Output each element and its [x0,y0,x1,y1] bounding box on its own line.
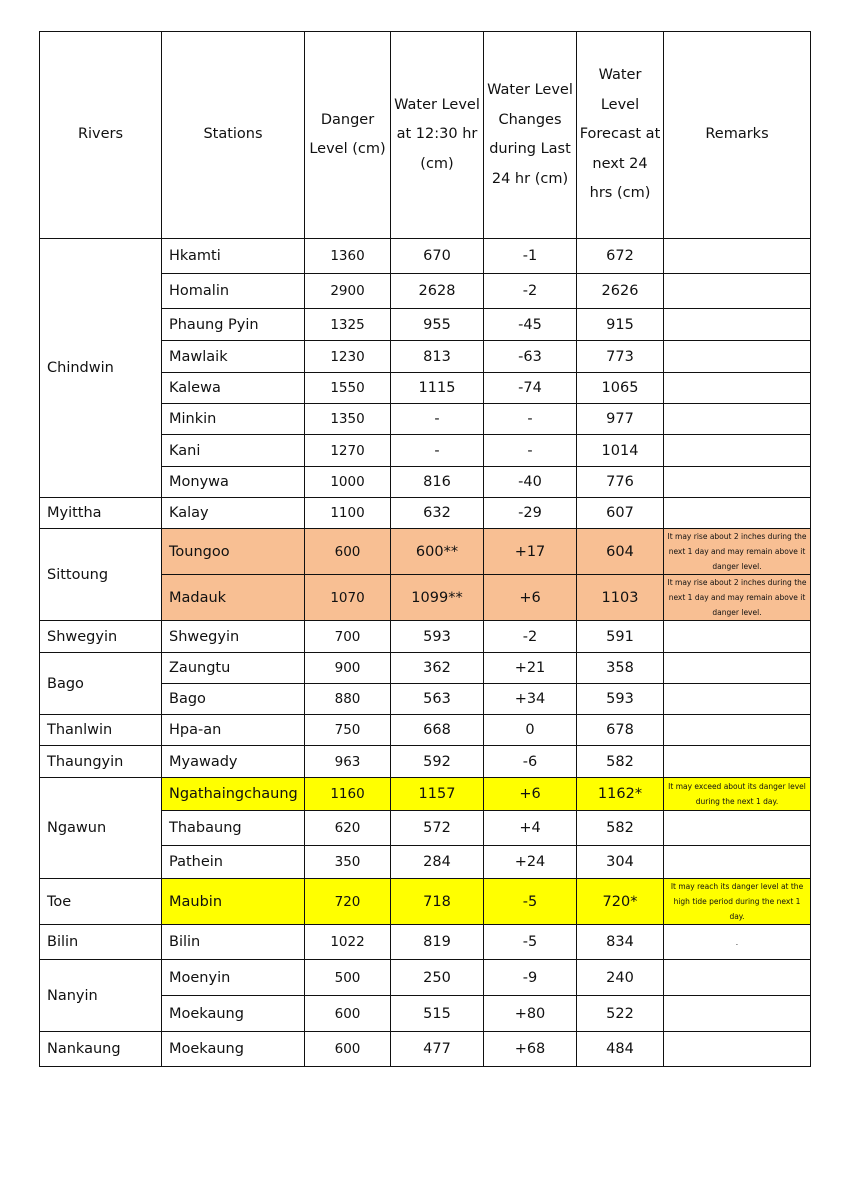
station-name-cell: Hpa-an [162,715,305,746]
station-name-cell: Maubin [162,879,305,925]
forecast-cell: 834 [577,925,664,960]
river-name-cell: Nanyin [40,960,162,1032]
station-name-cell: Phaung Pyin [162,309,305,341]
river-name-cell: Shwegyin [40,621,162,653]
station-name-cell: Moenyin [162,960,305,996]
water-level-change-cell: - [484,435,577,467]
danger-level-cell: 900 [305,653,391,684]
river-name-cell: Bilin [40,925,162,960]
danger-level-cell: 600 [305,1032,391,1067]
remarks-cell [664,373,811,404]
danger-level-cell: 720 [305,879,391,925]
remarks-cell: . [664,925,811,960]
forecast-cell: 593 [577,684,664,715]
station-name-cell: Bilin [162,925,305,960]
station-name-cell: Shwegyin [162,621,305,653]
station-name-cell: Minkin [162,404,305,435]
danger-level-cell: 600 [305,996,391,1032]
station-name-cell: Ngathaingchaung [162,778,305,811]
danger-level-cell: 350 [305,846,391,879]
water-level-cell: 1115 [391,373,484,404]
danger-level-cell: 2900 [305,274,391,309]
station-name-cell: Toungoo [162,529,305,575]
forecast-cell: 720* [577,879,664,925]
water-level-cell: 813 [391,341,484,373]
remarks-cell [664,467,811,498]
table-row [40,746,811,778]
danger-level-cell: 1022 [305,925,391,960]
forecast-cell: 582 [577,746,664,778]
table-row [40,715,811,746]
water-level-cell: 1157 [391,778,484,811]
forecast-cell: 591 [577,621,664,653]
river-name-cell: Toe [40,879,162,925]
river-name-cell: Chindwin [40,239,162,498]
station-name-cell: Madauk [162,575,305,621]
water-level-cell: - [391,404,484,435]
station-name-cell: Pathein [162,846,305,879]
water-level-cell: 819 [391,925,484,960]
station-name-cell: Moekaung [162,996,305,1032]
forecast-cell: 582 [577,811,664,846]
remarks-cell [664,846,811,879]
table-row [40,498,811,529]
forecast-cell: 1065 [577,373,664,404]
water-level-cell: 816 [391,467,484,498]
water-level-cell: 515 [391,996,484,1032]
danger-level-cell: 600 [305,529,391,575]
header-row [40,32,811,239]
forecast-cell: 358 [577,653,664,684]
water-level-change-cell: -74 [484,373,577,404]
water-level-cell: 632 [391,498,484,529]
forecast-cell: 304 [577,846,664,879]
forecast-cell: 672 [577,239,664,274]
water-level-cell: 477 [391,1032,484,1067]
header-rivers: Rivers [40,32,162,239]
danger-level-cell: 1100 [305,498,391,529]
water-level-change-cell: 0 [484,715,577,746]
table-row [40,960,811,996]
water-level-change-cell: -40 [484,467,577,498]
water-level-change-cell: +6 [484,778,577,811]
forecast-cell: 484 [577,1032,664,1067]
table-row [40,653,811,684]
header-stations: Stations [162,32,305,239]
water-level-cell: 593 [391,621,484,653]
station-name-cell: Monywa [162,467,305,498]
table-row [40,529,811,575]
water-level-change-cell: +4 [484,811,577,846]
station-name-cell: Homalin [162,274,305,309]
danger-level-cell: 1360 [305,239,391,274]
station-name-cell: Hkamti [162,239,305,274]
water-level-cell: 284 [391,846,484,879]
station-name-cell: Thabaung [162,811,305,846]
water-level-change-cell: -2 [484,621,577,653]
remarks-cell [664,746,811,778]
water-level-cell: 2628 [391,274,484,309]
danger-level-cell: 1270 [305,435,391,467]
water-level-change-cell: -2 [484,274,577,309]
forecast-cell: 773 [577,341,664,373]
danger-level-cell: 1000 [305,467,391,498]
remarks-cell [664,309,811,341]
remarks-cell [664,435,811,467]
header-remarks: Remarks [664,32,811,239]
water-level-change-cell: -9 [484,960,577,996]
forecast-cell: 1103 [577,575,664,621]
water-level-cell: 362 [391,653,484,684]
danger-level-cell: 963 [305,746,391,778]
water-level-change-cell: -6 [484,746,577,778]
table-body [40,239,811,1067]
water-level-cell: 668 [391,715,484,746]
forecast-cell: 1014 [577,435,664,467]
remarks-cell [664,239,811,274]
water-level-change-cell: -5 [484,925,577,960]
water-level-change-cell: -5 [484,879,577,925]
remarks-cell: It may exceed about its danger level during the next 1 day. [664,778,811,811]
water-level-change-cell: -63 [484,341,577,373]
river-name-cell: Myittha [40,498,162,529]
river-name-cell: Bago [40,653,162,715]
water-level-cell: - [391,435,484,467]
water-level-change-cell: +6 [484,575,577,621]
water-level-change-cell: +24 [484,846,577,879]
station-name-cell: Zaungtu [162,653,305,684]
water-level-change-cell: +80 [484,996,577,1032]
river-name-cell: Thaungyin [40,746,162,778]
header-forecast: Water Level Forecast at next 24 hrs (cm) [577,32,664,239]
header-changes: Water Level Changes during Last 24 hr (cm) [484,32,577,239]
forecast-cell: 977 [577,404,664,435]
water-level-cell: 718 [391,879,484,925]
remarks-cell [664,684,811,715]
station-name-cell: Myawady [162,746,305,778]
river-name-cell: Thanlwin [40,715,162,746]
danger-level-cell: 1230 [305,341,391,373]
danger-level-cell: 750 [305,715,391,746]
river-name-cell: Sittoung [40,529,162,621]
danger-level-cell: 1350 [305,404,391,435]
water-level-change-cell: +68 [484,1032,577,1067]
water-level-change-cell: - [484,404,577,435]
remarks-cell [664,811,811,846]
remarks-cell: It may reach its danger level at the high tide period during the next 1 day. [664,879,811,925]
table-row [40,621,811,653]
water-level-cell: 563 [391,684,484,715]
station-name-cell: Mawlaik [162,341,305,373]
forecast-cell: 915 [577,309,664,341]
remarks-cell: It may rise about 2 inches during the next 1 day and may remain above it danger level. [664,575,811,621]
water-level-cell: 572 [391,811,484,846]
water-level-cell: 592 [391,746,484,778]
forecast-cell: 607 [577,498,664,529]
station-name-cell: Kalewa [162,373,305,404]
remarks-cell: It may rise about 2 inches during the next 1 day and may remain above it danger level. [664,529,811,575]
danger-level-cell: 1325 [305,309,391,341]
water-level-cell: 600** [391,529,484,575]
danger-level-cell: 500 [305,960,391,996]
water-level-change-cell: +17 [484,529,577,575]
remarks-cell [664,996,811,1032]
remarks-cell [664,274,811,309]
table-row [40,879,811,925]
remarks-cell [664,653,811,684]
station-name-cell: Kani [162,435,305,467]
remarks-cell [664,715,811,746]
forecast-cell: 776 [577,467,664,498]
danger-level-cell: 700 [305,621,391,653]
water-level-cell: 670 [391,239,484,274]
remarks-cell [664,1032,811,1067]
station-name-cell: Bago [162,684,305,715]
forecast-cell: 240 [577,960,664,996]
forecast-cell: 1162* [577,778,664,811]
remarks-cell [664,621,811,653]
danger-level-cell: 1160 [305,778,391,811]
danger-level-cell: 1550 [305,373,391,404]
water-level-change-cell: +21 [484,653,577,684]
forecast-cell: 678 [577,715,664,746]
danger-level-cell: 1070 [305,575,391,621]
danger-level-cell: 880 [305,684,391,715]
remarks-cell [664,960,811,996]
water-level-cell: 1099** [391,575,484,621]
remarks-cell [664,498,811,529]
water-level-change-cell: +34 [484,684,577,715]
water-level-cell: 955 [391,309,484,341]
water-level-change-cell: -1 [484,239,577,274]
station-name-cell: Kalay [162,498,305,529]
header-danger-level: Danger Level (cm) [305,32,391,239]
river-name-cell: Ngawun [40,778,162,879]
forecast-cell: 522 [577,996,664,1032]
river-name-cell: Nankaung [40,1032,162,1067]
table-row [40,1032,811,1067]
station-name-cell: Moekaung [162,1032,305,1067]
remarks-cell [664,341,811,373]
river-water-level-table [39,31,811,1067]
water-level-change-cell: -45 [484,309,577,341]
forecast-cell: 604 [577,529,664,575]
forecast-cell: 2626 [577,274,664,309]
water-level-change-cell: -29 [484,498,577,529]
table-row [40,239,811,274]
table-row [40,925,811,960]
table-row [40,778,811,811]
danger-level-cell: 620 [305,811,391,846]
remarks-cell [664,404,811,435]
water-level-cell: 250 [391,960,484,996]
header-water-level: Water Level at 12:30 hr (cm) [391,32,484,239]
